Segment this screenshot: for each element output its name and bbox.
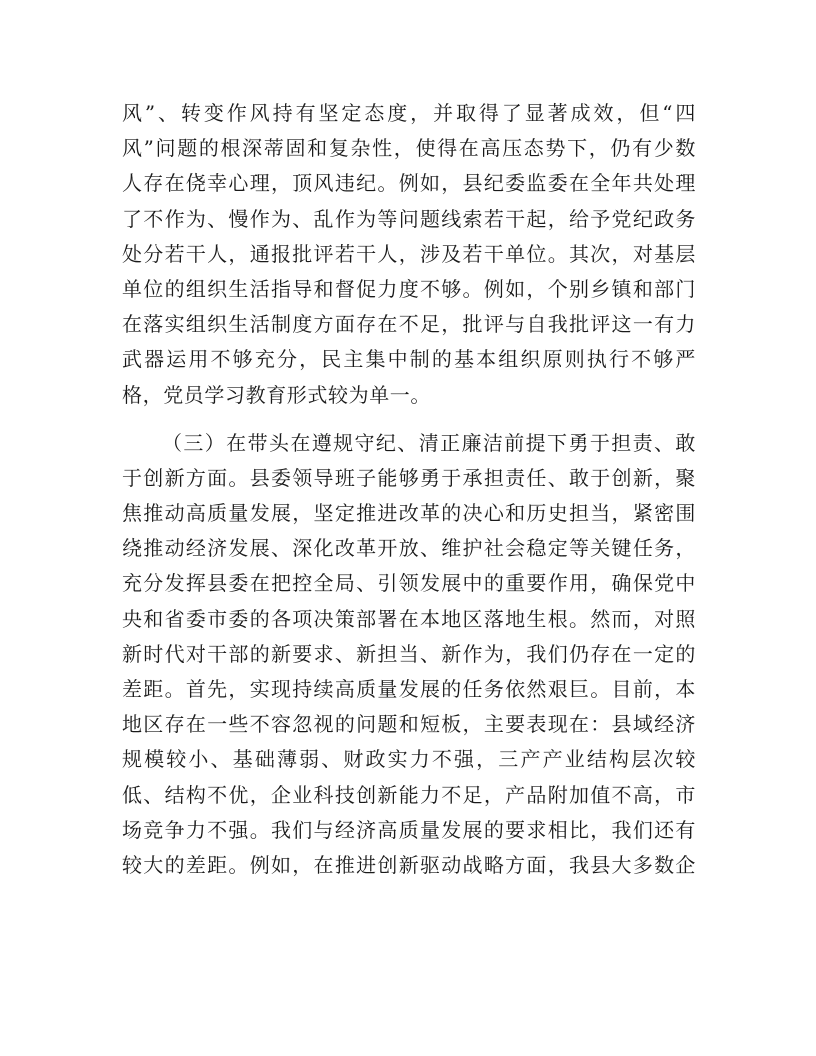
text-line: 较大的差距。例如，在推进创新驱动战略方面，我县大多数企 <box>122 852 696 877</box>
text-line: 单位的组织生活指导和督促力度不够。例如，个别乡镇和部门 <box>122 276 696 301</box>
text-line: 了不作为、慢作为、乱作为等问题线索若干起，给予党纪政务 <box>122 206 696 231</box>
document-body <box>122 96 696 883</box>
text-line: 绕推动经济发展、深化改革开放、维护社会稳定等关键任务， <box>122 536 696 561</box>
text-line: 武器运用不够充分，民主集中制的基本组织原则执行不够严 <box>122 347 696 372</box>
paragraph-1 <box>122 96 696 413</box>
text-line: 场竞争力不强。我们与经济高质量发展的要求相比，我们还有 <box>122 817 696 842</box>
text-line: 于创新方面。县委领导班子能够勇于承担责任、敢于创新，聚 <box>122 465 696 490</box>
text-line: 处分若干人，通报批评若干人，涉及若干单位。其次，对基层 <box>122 241 696 266</box>
text-line: 规模较小、基础薄弱、财政实力不强，三产产业结构层次较 <box>122 747 696 772</box>
text-line: 充分发挥县委在把控全局、引领发展中的重要作用，确保党中 <box>122 571 696 596</box>
text-line: 风”、转变作风持有坚定态度，并取得了显著成效，但“四 <box>122 101 696 125</box>
paragraph-spacer <box>122 413 696 426</box>
text-line: 风”问题的根深蒂固和复杂性，使得在高压态势下，仍有少数 <box>122 136 696 161</box>
text-line: 在落实组织生活制度方面存在不足，批评与自我批评这一有力 <box>122 312 696 337</box>
text-line: （三）在带头在遵规守纪、清正廉洁前提下勇于担责、敢 <box>162 430 696 455</box>
paragraph-2 <box>122 426 696 883</box>
text-line: 人存在侥幸心理，顶风违纪。例如，县纪委监委在全年共处理 <box>122 171 696 196</box>
text-line: 差距。首先，实现持续高质量发展的任务依然艰巨。目前，本 <box>122 677 696 701</box>
text-line: 低、结构不优，企业科技创新能力不足，产品附加值不高，市 <box>122 782 696 807</box>
text-line: 新时代对干部的新要求、新担当、新作为，我们仍存在一定的 <box>122 641 696 666</box>
text-line: 焦推动高质量发展，坚定推进改革的决心和历史担当，紧密围 <box>122 501 696 526</box>
text-line: 央和省委市委的各项决策部署在本地区落地生根。然而，对照 <box>122 606 696 631</box>
text-line: 格，党员学习教育形式较为单一。 <box>122 382 431 407</box>
text-line: 地区存在一些不容忽视的问题和短板，主要表现在：县域经济 <box>122 712 696 737</box>
